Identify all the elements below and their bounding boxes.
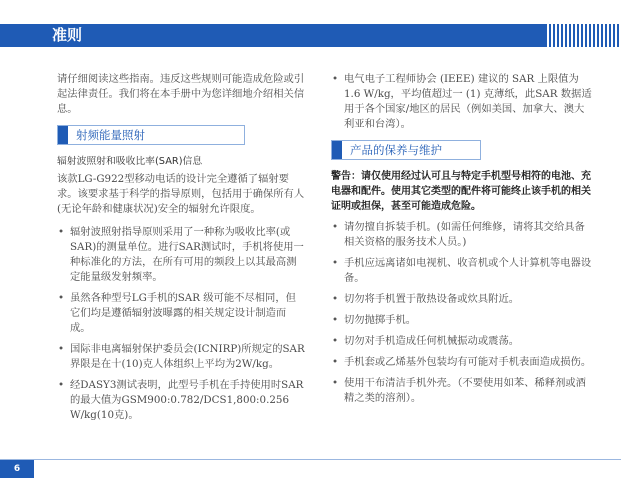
section-heading-care (331, 140, 481, 160)
list-item: • 电气电子工程师协会 (IEEE) 建议的 SAR 上限值为 1.6 W/kg，平均值超过一 (1) 克薄纸，此SAR 数据适用于各个国家/地区的居民（例如美国、加拿大、澳大利亚和台湾）。 (331, 72, 593, 132)
section-title-care: 产品的保养与维护 (350, 143, 442, 157)
list-item: • 切勿将手机置于散热设备或炊具附近。 (331, 292, 593, 307)
right-column (331, 72, 593, 412)
ieee-bullet-list (331, 72, 593, 132)
left-column (57, 72, 305, 429)
sar-paragraph: 该款LG-G922型移动电话的设计完全遵循了辐射要求。该要求基于科学的指导原则，包括用于确保所有人(无论年龄和健康状况)安全的辐射允许限度。 (57, 173, 305, 215)
sar-bullet-list (57, 225, 305, 423)
warning-text: 警告：请仅使用经过认可且与特定手机型号相符的电池、充电器和配件。使用其它类型的配件将可能终止该手机的相关证明或担保，甚至可能造成危险。 (331, 171, 591, 212)
list-item: • 国际非电离辐射保护委员会(ICNIRP)所规定的SAR界限是在十(10)克人体组织上平均为2W/kg。 (57, 342, 305, 372)
section-title-rf: 射频能量照射 (76, 128, 145, 142)
list-item: • 手机应远离诸如电视机、收音机或个人计算机等电器设备。 (331, 256, 593, 286)
intro-paragraph: 请仔细阅读这些指南。违反这些规则可能造成危险或引起法律责任。我们将在本手册中为您详细地介绍相关信息。 (57, 73, 305, 115)
care-bullet-list (331, 220, 593, 406)
sar-subheading: 辐射波照射和吸收比率(SAR)信息 (57, 156, 203, 167)
footer-divider (0, 459, 621, 460)
header-stripes (545, 24, 621, 47)
page-number: 6 (0, 460, 34, 478)
section-bar (332, 141, 342, 159)
section-heading-rf (57, 125, 245, 145)
list-item: • 经DASY3测试表明，此型号手机在手持使用时SAR的最大值为GSM900:0.782/DCS1,800:0.256 W/kg(10克)。 (57, 378, 305, 423)
list-item: • 切勿对手机造成任何机械振动或震荡。 (331, 334, 593, 349)
section-bar (58, 126, 68, 144)
page-title: 准则 (52, 26, 83, 44)
list-item: • 使用干布清洁手机外壳。（不要使用如苯、稀释剂或酒精之类的溶剂）。 (331, 376, 593, 406)
list-item: • 辐射波照射指导原则采用了一种称为吸收比率(或SAR)的测量单位。进行SAR测试时，手机将使用一种标准化的方法，在所有可用的频段上以其最高测定能量级发射频率。 (57, 225, 305, 285)
list-item: • 请勿擅自拆装手机。(如需任何维修，请将其交给具备相关资格的服务技术人员。) (331, 220, 593, 250)
list-item: • 手机套或乙烯基外包装均有可能对手机表面造成损伤。 (331, 355, 593, 370)
list-item: • 切勿抛掷手机。 (331, 313, 593, 328)
list-item: • 虽然各种型号LG手机的SAR 级可能不尽相同，但它们均是遵循辐射波曝露的相关规定设计制造而成。 (57, 291, 305, 336)
